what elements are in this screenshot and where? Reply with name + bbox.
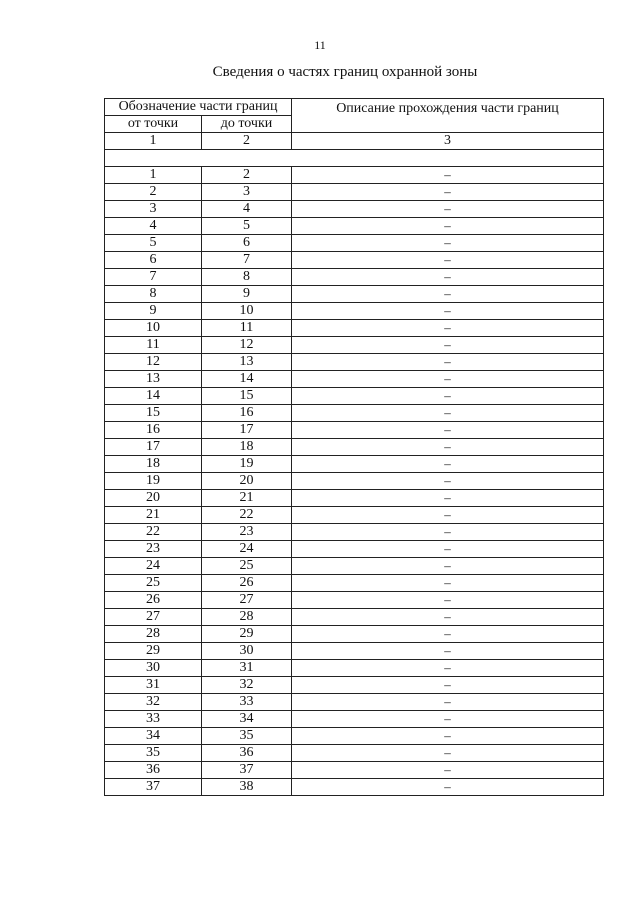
from-point-cell: 24: [105, 558, 202, 575]
to-point-cell: 20: [202, 473, 292, 490]
to-point-cell: 4: [202, 201, 292, 218]
from-point-cell: 35: [105, 745, 202, 762]
column-number-3: 3: [292, 133, 604, 150]
table-row: [105, 252, 604, 269]
description-cell: –: [292, 167, 604, 184]
table-row: [105, 728, 604, 745]
from-point-cell: 14: [105, 388, 202, 405]
from-point-cell: 29: [105, 643, 202, 660]
to-point-cell: 37: [202, 762, 292, 779]
to-point-cell: 38: [202, 779, 292, 796]
table-row: [105, 405, 604, 422]
from-point-cell: 7: [105, 269, 202, 286]
to-point-cell: 25: [202, 558, 292, 575]
to-point-cell: 33: [202, 694, 292, 711]
to-point-cell: 6: [202, 235, 292, 252]
to-point-cell: 17: [202, 422, 292, 439]
description-cell: –: [292, 762, 604, 779]
description-cell: –: [292, 439, 604, 456]
description-cell: –: [292, 677, 604, 694]
to-point-cell: 24: [202, 541, 292, 558]
description-cell: –: [292, 235, 604, 252]
from-point-cell: 21: [105, 507, 202, 524]
to-point-cell: 30: [202, 643, 292, 660]
description-cell: –: [292, 303, 604, 320]
table-row: [105, 201, 604, 218]
table-row: [105, 507, 604, 524]
to-point-cell: 2: [202, 167, 292, 184]
to-point-cell: 26: [202, 575, 292, 592]
table-row: [105, 643, 604, 660]
to-point-cell: 36: [202, 745, 292, 762]
from-point-cell: 15: [105, 405, 202, 422]
to-point-cell: 8: [202, 269, 292, 286]
from-point-cell: 27: [105, 609, 202, 626]
description-cell: –: [292, 660, 604, 677]
table-row: [105, 303, 604, 320]
table-row: [105, 541, 604, 558]
description-cell: –: [292, 473, 604, 490]
from-point-cell: 36: [105, 762, 202, 779]
to-point-cell: 18: [202, 439, 292, 456]
from-point-cell: 19: [105, 473, 202, 490]
to-point-cell: 19: [202, 456, 292, 473]
from-point-cell: 12: [105, 354, 202, 371]
from-point-cell: 20: [105, 490, 202, 507]
description-cell: –: [292, 456, 604, 473]
table-row: [105, 354, 604, 371]
description-cell: –: [292, 354, 604, 371]
table-row: [105, 184, 604, 201]
description-cell: –: [292, 422, 604, 439]
description-cell: –: [292, 643, 604, 660]
table-row: [105, 456, 604, 473]
from-point-cell: 9: [105, 303, 202, 320]
from-point-cell: 4: [105, 218, 202, 235]
from-point-cell: 34: [105, 728, 202, 745]
table-row: [105, 575, 604, 592]
from-point-cell: 1: [105, 167, 202, 184]
table-row: [105, 592, 604, 609]
description-cell: –: [292, 711, 604, 728]
header-to-point: до точки: [202, 116, 292, 133]
to-point-cell: 31: [202, 660, 292, 677]
from-point-cell: 28: [105, 626, 202, 643]
to-point-cell: 22: [202, 507, 292, 524]
table-row: [105, 269, 604, 286]
table-row: [105, 371, 604, 388]
description-cell: –: [292, 218, 604, 235]
description-cell: –: [292, 405, 604, 422]
table-row: [105, 218, 604, 235]
table-row: [105, 337, 604, 354]
column-number-row: [105, 133, 604, 150]
description-cell: –: [292, 728, 604, 745]
spacer-row: [105, 150, 604, 167]
to-point-cell: 34: [202, 711, 292, 728]
spacer-cell: [105, 150, 604, 167]
to-point-cell: 27: [202, 592, 292, 609]
table-row: [105, 779, 604, 796]
boundary-parts-table: [104, 98, 604, 796]
table-row: [105, 762, 604, 779]
from-point-cell: 5: [105, 235, 202, 252]
table-row: [105, 422, 604, 439]
to-point-cell: 3: [202, 184, 292, 201]
description-cell: –: [292, 626, 604, 643]
description-cell: –: [292, 592, 604, 609]
to-point-cell: 29: [202, 626, 292, 643]
from-point-cell: 31: [105, 677, 202, 694]
to-point-cell: 21: [202, 490, 292, 507]
to-point-cell: 7: [202, 252, 292, 269]
from-point-cell: 2: [105, 184, 202, 201]
header-description: Описание прохождения части границ: [292, 99, 604, 133]
description-cell: –: [292, 337, 604, 354]
to-point-cell: 16: [202, 405, 292, 422]
table-row: [105, 558, 604, 575]
table-row: [105, 167, 604, 184]
table-row: [105, 660, 604, 677]
description-cell: –: [292, 184, 604, 201]
from-point-cell: 26: [105, 592, 202, 609]
column-number-1: 1: [105, 133, 202, 150]
column-number-2: 2: [202, 133, 292, 150]
to-point-cell: 35: [202, 728, 292, 745]
table-row: [105, 609, 604, 626]
to-point-cell: 14: [202, 371, 292, 388]
table-row: [105, 320, 604, 337]
from-point-cell: 37: [105, 779, 202, 796]
from-point-cell: 25: [105, 575, 202, 592]
description-cell: –: [292, 320, 604, 337]
description-cell: –: [292, 252, 604, 269]
from-point-cell: 17: [105, 439, 202, 456]
from-point-cell: 16: [105, 422, 202, 439]
description-cell: –: [292, 507, 604, 524]
table-row: [105, 286, 604, 303]
table-row: [105, 694, 604, 711]
description-cell: –: [292, 694, 604, 711]
from-point-cell: 33: [105, 711, 202, 728]
description-cell: –: [292, 575, 604, 592]
table-row: [105, 490, 604, 507]
table-row: [105, 677, 604, 694]
table-row: [105, 439, 604, 456]
description-cell: –: [292, 745, 604, 762]
table-header-row: [105, 99, 604, 116]
header-boundary-part-designation: Обозначение части границ: [105, 99, 292, 116]
to-point-cell: 5: [202, 218, 292, 235]
table-row: [105, 745, 604, 762]
description-cell: –: [292, 269, 604, 286]
description-cell: –: [292, 558, 604, 575]
description-cell: –: [292, 201, 604, 218]
description-cell: –: [292, 779, 604, 796]
from-point-cell: 23: [105, 541, 202, 558]
to-point-cell: 12: [202, 337, 292, 354]
table-row: [105, 524, 604, 541]
to-point-cell: 32: [202, 677, 292, 694]
from-point-cell: 30: [105, 660, 202, 677]
description-cell: –: [292, 371, 604, 388]
table-row: [105, 711, 604, 728]
description-cell: –: [292, 490, 604, 507]
from-point-cell: 6: [105, 252, 202, 269]
to-point-cell: 13: [202, 354, 292, 371]
table-row: [105, 235, 604, 252]
table-row: [105, 626, 604, 643]
to-point-cell: 11: [202, 320, 292, 337]
from-point-cell: 22: [105, 524, 202, 541]
description-cell: –: [292, 609, 604, 626]
from-point-cell: 11: [105, 337, 202, 354]
description-cell: –: [292, 388, 604, 405]
from-point-cell: 3: [105, 201, 202, 218]
from-point-cell: 18: [105, 456, 202, 473]
page-number: 11: [314, 38, 326, 52]
header-from-point: от точки: [105, 116, 202, 133]
from-point-cell: 10: [105, 320, 202, 337]
to-point-cell: 10: [202, 303, 292, 320]
description-cell: –: [292, 541, 604, 558]
to-point-cell: 15: [202, 388, 292, 405]
table-row: [105, 473, 604, 490]
to-point-cell: 23: [202, 524, 292, 541]
page-title: Сведения о частях границ охранной зоны: [212, 64, 478, 80]
description-cell: –: [292, 524, 604, 541]
table-row: [105, 388, 604, 405]
to-point-cell: 28: [202, 609, 292, 626]
description-cell: –: [292, 286, 604, 303]
from-point-cell: 32: [105, 694, 202, 711]
from-point-cell: 13: [105, 371, 202, 388]
from-point-cell: 8: [105, 286, 202, 303]
to-point-cell: 9: [202, 286, 292, 303]
